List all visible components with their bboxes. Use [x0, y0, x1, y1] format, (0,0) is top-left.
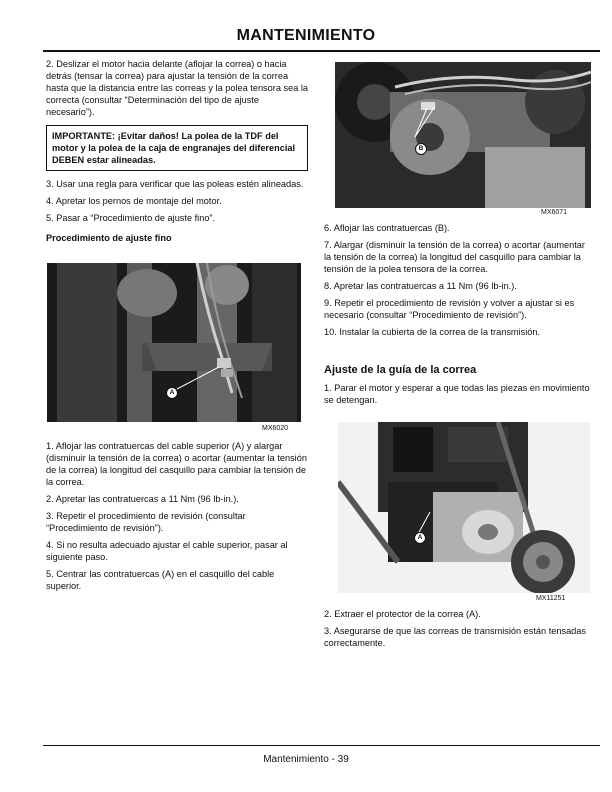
- figure-code-mx6020: MX6020: [262, 425, 289, 432]
- left-column-top: [46, 58, 308, 244]
- callout-b: B: [415, 143, 427, 155]
- figure-code-mx11251: MX11251: [536, 595, 566, 602]
- fine-step-3-text: 3. Repetir el procedimiento de revisión (consultar “Procedimiento de revisión”).: [46, 511, 246, 533]
- step-10-text: 10. Instalar la cubierta de la correa de la transmisión.: [324, 327, 541, 337]
- figure-mx11251: [338, 422, 590, 593]
- footer-rule: [43, 745, 600, 746]
- fine-step-1-text: 1. Aflojar las contratuercas del cable superior (A) y alargar (disminuir la tensión de la correa) o acortar (aumentar la tensión de la correa) la longitud del casquillo para cambiar la tensión de la correa.: [46, 441, 307, 487]
- fine-adjust-heading: Procedimiento de ajuste fino: [46, 233, 172, 243]
- title-rule: [43, 50, 600, 52]
- guide-step-1-text: 1. Parar el motor y esperar a que todas las piezas en movimiento se detengan.: [324, 383, 590, 405]
- engine-cable-photo: [335, 62, 591, 208]
- fine-step-2-text: 2. Apretar las contratuercas a 11 Nm (96 lb-in.).: [46, 494, 239, 504]
- guide-step-3-text: 3. Asegurarse de que las correas de transmisión están tensadas correctamente.: [324, 626, 586, 648]
- important-notice: IMPORTANTE: ¡Evitar daños! La polea de la TDF del motor y la polea de la caja de engranajes del diferencial DEBEN estar alineadas.: [46, 125, 308, 171]
- step-7-text: 7. Alargar (disminuir la tensión de la correa) o acortar (aumentar la tensión de la correa) la longitud del casquillo para cambiar la tensión de la polea tensora de la correa.: [324, 240, 585, 274]
- fine-step-4-text: 4. Si no resulta adecuado ajustar el cable superior, pasar al siguiente paso.: [46, 540, 288, 562]
- step-3-text: 3. Usar una regla para verificar que las poleas estén alineadas.: [46, 179, 304, 189]
- step-6-text: 6. Aflojar las contratuercas (B).: [324, 223, 450, 233]
- step-8-text: 8. Apretar las contratuercas a 11 Nm (96 lb-in.).: [324, 281, 517, 291]
- guide-step-2-text: 2. Extraer el protector de la correa (A).: [324, 609, 481, 619]
- page-footer: Mantenimiento - 39: [263, 754, 349, 765]
- right-column-bottom: [324, 608, 592, 649]
- figure-mx6020: [47, 263, 301, 422]
- step-4-text: 4. Apretar los pernos de montaje del motor.: [46, 196, 222, 206]
- right-column-mid: [324, 222, 592, 406]
- figure-mx6071: [335, 62, 591, 208]
- figure-code-mx6071: MX6071: [541, 209, 568, 216]
- callout-a-guard: A: [414, 532, 426, 544]
- step-5-text: 5. Pasar a “Procedimiento de ajuste fino”.: [46, 213, 216, 223]
- mower-belt-guard-photo: [338, 422, 590, 593]
- callout-a: A: [166, 387, 178, 399]
- step-2-text: 2. Deslizar el motor hacia delante (aflojar la correa) o hacia detrás (tensar la correa) para ajustar la tensión de la correa hasta que la distancia entre las correas y la polea tensora sea la correcta (consultar “Determinación del tipo de ajuste necesario”).: [46, 59, 309, 117]
- left-column-bottom: [46, 440, 308, 592]
- step-9-text: 9. Repetir el procedimiento de revisión y volver a ajustar si es necesario (consultar “Procedimiento de revisión”).: [324, 298, 575, 320]
- fine-step-5-text: 5. Centrar las contratuercas (A) en el casquillo del cable superior.: [46, 569, 275, 591]
- belt-guide-heading: Ajuste de la guía de la correa: [324, 364, 477, 376]
- page-title: MANTENIMIENTO: [236, 27, 376, 44]
